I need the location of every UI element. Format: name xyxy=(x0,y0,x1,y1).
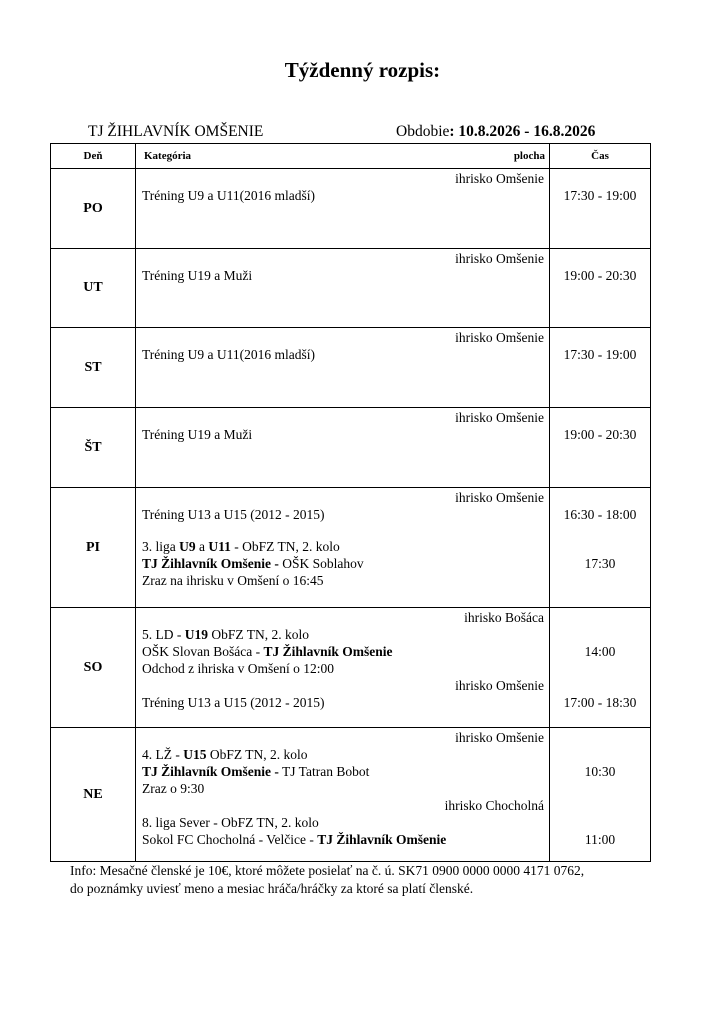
schedule-table xyxy=(50,143,651,862)
venue: ihrisko Omšenie xyxy=(455,251,544,266)
time-value: 17:00 - 18:30 xyxy=(563,695,637,710)
club-name: TJ ŽIHLAVNÍK OMŠENIE xyxy=(88,123,264,140)
venue: ihrisko Omšenie xyxy=(455,410,544,425)
league-text: 3. liga xyxy=(142,539,180,554)
time-value: 17:30 xyxy=(584,556,616,571)
table-row xyxy=(51,728,651,862)
match-teams xyxy=(142,556,364,572)
home-team: TJ Žihlavník Omšenie - xyxy=(142,764,279,779)
page-title: Týždenný rozpis: xyxy=(284,58,441,82)
day-cell: PI xyxy=(51,488,136,608)
period xyxy=(396,123,595,141)
category-cell xyxy=(136,488,550,608)
away-team: OŠK Soblahov xyxy=(278,556,364,571)
venue: ihrisko Omšenie xyxy=(455,171,544,186)
away-team: TJ Žihlavník Omšenie xyxy=(263,644,393,659)
info-line: do poznámky uviesť meno a mesiac hráča/hráčky za ktoré sa platí členské. xyxy=(70,881,474,896)
venue: ihrisko Omšenie xyxy=(455,678,544,693)
session-text: Tréning U19 a Muži xyxy=(142,268,253,283)
home-team: TJ Žihlavník Omšenie - xyxy=(142,556,279,571)
category-cell xyxy=(136,328,550,408)
match-league xyxy=(142,627,309,643)
league-text: - ObFZ TN, 2. kolo xyxy=(230,539,340,554)
category-cell xyxy=(136,728,550,862)
table-row xyxy=(51,408,651,488)
period-label: Obdobie xyxy=(396,123,450,140)
league-text: ObFZ TN, 2. kolo xyxy=(206,747,308,762)
session-text: Tréning U13 a U15 (2012 - 2015) xyxy=(142,507,325,522)
meeting-note: Zraz o 9:30 xyxy=(142,781,205,796)
day-cell: UT xyxy=(51,249,136,328)
match-league xyxy=(142,539,340,555)
session-text: Tréning U9 a U11(2016 mladší) xyxy=(142,188,315,203)
away-team: TJ Žihlavník Omšenie xyxy=(317,832,447,847)
header-venue-label: plocha xyxy=(513,150,545,162)
table-row xyxy=(51,488,651,608)
info-line: Info: Mesačné členské je 10€, ktoré môžete posielať na č. ú. SK71 0900 0000 0000 4171 0762, xyxy=(70,863,585,878)
time-value: 14:00 xyxy=(584,644,616,659)
category-cell xyxy=(136,249,550,328)
time-cell xyxy=(550,488,651,608)
day-cell: SO xyxy=(51,608,136,728)
table-row xyxy=(51,249,651,328)
session-text: Tréning U19 a Muži xyxy=(142,427,253,442)
category-cell xyxy=(136,408,550,488)
time-value: 17:30 - 19:00 xyxy=(563,347,637,362)
info-note xyxy=(70,862,650,898)
day-cell: ST xyxy=(51,328,136,408)
home-team: OŠK Slovan Bošáca - xyxy=(142,644,264,659)
league-text: ObFZ TN, 2. kolo xyxy=(208,627,310,642)
category-bold: U19 xyxy=(184,627,208,642)
match-league: 8. liga Sever - ObFZ TN, 2. kolo xyxy=(142,815,319,830)
time-value: 10:30 xyxy=(584,764,616,779)
time-value: 11:00 xyxy=(584,832,616,847)
time-cell xyxy=(550,169,651,249)
category-bold: U9 xyxy=(179,539,196,554)
table-row xyxy=(51,169,651,249)
time-cell xyxy=(550,249,651,328)
header-day: Deň xyxy=(51,144,136,169)
away-team: TJ Tatran Bobot xyxy=(278,764,370,779)
home-team: Sokol FC Chocholná - Velčice - xyxy=(142,832,318,847)
venue: ihrisko Omšenie xyxy=(455,490,544,505)
session-text: Tréning U9 a U11(2016 mladší) xyxy=(142,347,315,362)
session-text: Tréning U13 a U15 (2012 - 2015) xyxy=(142,695,325,710)
day-cell: NE xyxy=(51,728,136,862)
league-text: a xyxy=(195,539,209,554)
time-value: 19:00 - 20:30 xyxy=(563,427,637,442)
league-text: 5. LD - xyxy=(142,627,185,642)
departure-note: Odchod z ihriska v Omšení o 12:00 xyxy=(142,661,334,676)
match-teams xyxy=(142,764,369,780)
time-cell xyxy=(550,608,651,728)
time-cell xyxy=(550,728,651,862)
table-header-row xyxy=(51,144,651,169)
venue: ihrisko Omšenie xyxy=(455,730,544,745)
category-bold: U11 xyxy=(208,539,231,554)
category-bold: U15 xyxy=(183,747,207,762)
venue: ihrisko Chocholná xyxy=(444,798,544,813)
venue: ihrisko Bošáca xyxy=(464,610,544,625)
match-teams xyxy=(142,644,393,660)
time-value: 16:30 - 18:00 xyxy=(563,507,637,522)
header-category-label: Kategória xyxy=(144,150,192,162)
table-row xyxy=(51,608,651,728)
time-cell xyxy=(550,408,651,488)
league-text: 4. LŽ - xyxy=(142,747,184,762)
time-cell xyxy=(550,328,651,408)
time-value: 17:30 - 19:00 xyxy=(563,188,637,203)
match-teams xyxy=(142,832,446,848)
meeting-note: Zraz na ihrisku v Omšení o 16:45 xyxy=(142,573,324,588)
period-value: : 10.8.2026 - 16.8.2026 xyxy=(449,123,596,140)
category-cell xyxy=(136,169,550,249)
day-cell: PO xyxy=(51,169,136,249)
match-league xyxy=(142,747,308,763)
day-cell: ŠT xyxy=(51,408,136,488)
venue: ihrisko Omšenie xyxy=(455,330,544,345)
category-cell xyxy=(136,608,550,728)
table-row xyxy=(51,328,651,408)
header-category xyxy=(136,144,550,169)
time-value: 19:00 - 20:30 xyxy=(563,268,637,283)
header-time: Čas xyxy=(550,144,651,169)
